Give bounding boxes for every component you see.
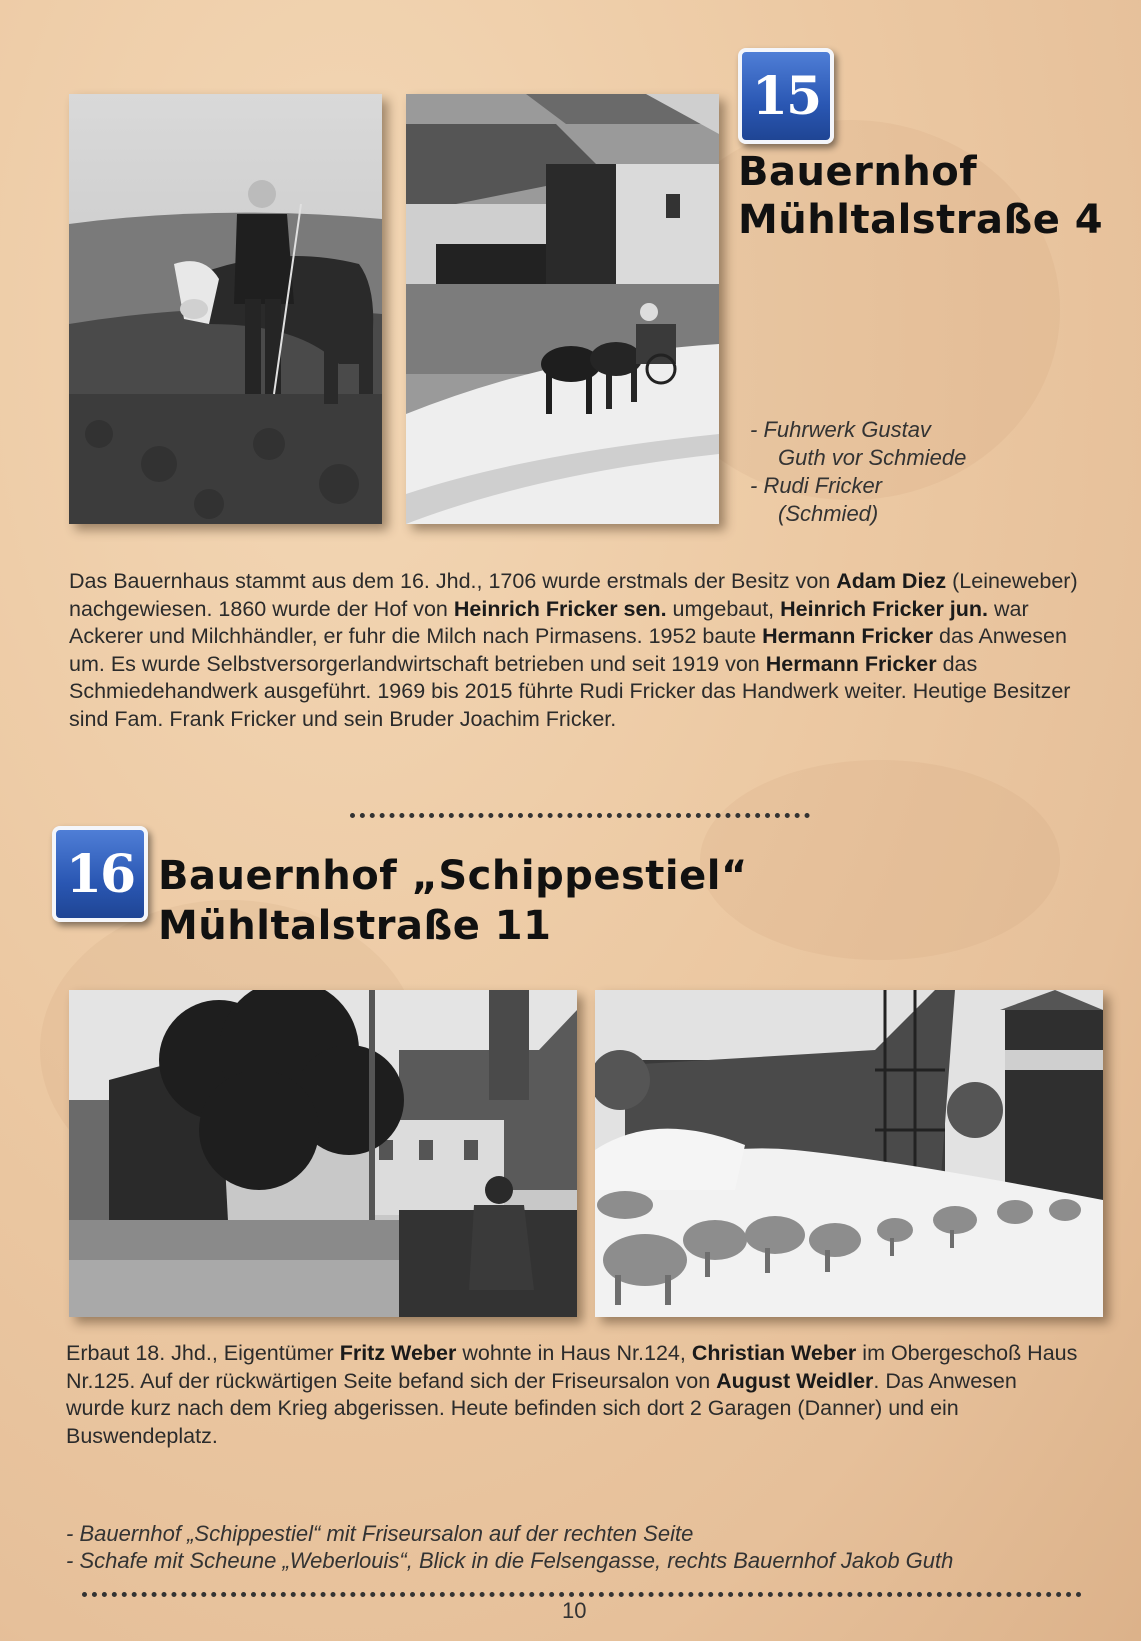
section-15-title-line1: Bauernhof	[738, 149, 978, 195]
section-divider	[350, 813, 810, 818]
section-16-description	[66, 1340, 1081, 1450]
section-16-number-badge: 16	[52, 826, 148, 922]
section-15-description	[69, 568, 1079, 733]
section-16-title-line2: Mühltalstraße 11	[158, 903, 552, 949]
bold-name: Fritz Weber	[339, 1341, 457, 1365]
text-run: Das Bauernhaus stammt aus dem 16. Jhd., 1706 wurde erstmals der Besitz von	[69, 569, 837, 593]
bold-name: Christian Weber	[691, 1341, 857, 1365]
section-15-number-badge: 15	[738, 48, 834, 144]
text-run: wohnte in Haus Nr.124,	[456, 1341, 692, 1365]
text-run: das Anwesen um. Es wurde Selbstversorgerlandwirtschaft betrieben und seit 1919 von	[69, 624, 1067, 676]
text-run: im Obergeschoß Haus Nr.125. Auf der rückwärtigen Seite befand sich der Friseursalon von	[66, 1341, 1078, 1393]
text-run: . Das Anwesen wurde kurz nach dem Krieg abgerissen. Heute befinden sich dort 2 Garagen (Danner) und ein Buswendeplatz.	[66, 1368, 1017, 1448]
page-number: 10	[562, 1598, 587, 1623]
section-16-caption-line2: - Schafe mit Scheune „Weberlouis“, Blick in die Felsengasse, rechts Bauernhof Jakob Guth	[66, 1548, 954, 1573]
bold-name: August Weidler	[716, 1368, 874, 1393]
section-15-caption-line3: - Rudi Fricker	[750, 473, 883, 498]
bold-name: Hermann Fricker	[762, 624, 934, 648]
text-run: Erbaut 18. Jhd., Eigentümer	[66, 1341, 340, 1365]
photo-man-with-cow	[69, 94, 382, 524]
section-15-caption-line1: - Fuhrwerk Gustav	[750, 417, 931, 442]
photo-sheep-with-barn	[595, 990, 1103, 1317]
text-run: umgebaut,	[666, 596, 781, 621]
paper-stain	[700, 760, 1060, 960]
section-15-caption-line4: (Schmied)	[778, 501, 879, 526]
bold-name: Hermann Fricker	[765, 651, 937, 676]
section-16-caption-line1: - Bauernhof „Schippestiel“ mit Friseursalon auf der rechten Seite	[66, 1521, 694, 1546]
text-run: das Schmiedehandwerk ausgeführt. 1969 bis 2015 führte Rudi Fricker das Handwerk weiter. Heutige Besitzer sind Fam. Frank Fricker und sein Bruder Joachim Fricker.	[69, 651, 1071, 731]
bottom-divider	[82, 1592, 1082, 1597]
bold-name: Adam Diez	[836, 569, 947, 593]
text-run: (Leineweber) nachgewiesen. 1860 wurde der Hof von	[69, 569, 1078, 621]
section-15-title-line2: Mühltalstraße 4	[738, 197, 1104, 243]
bold-name: Heinrich Fricker jun.	[780, 596, 989, 621]
bold-name: Heinrich Fricker sen.	[453, 596, 667, 621]
photo-bauernhof-schippestiel	[69, 990, 577, 1317]
text-run: war Ackerer und Milchhändler, er fuhr die Milch nach Pirmasens. 1952 baute	[69, 596, 1029, 648]
photo-horse-cart-at-smithy	[406, 94, 719, 524]
section-15-caption-line2: Guth vor Schmiede	[778, 445, 967, 470]
section-16-title-line1: Bauernhof „Schippestiel“	[158, 853, 748, 899]
